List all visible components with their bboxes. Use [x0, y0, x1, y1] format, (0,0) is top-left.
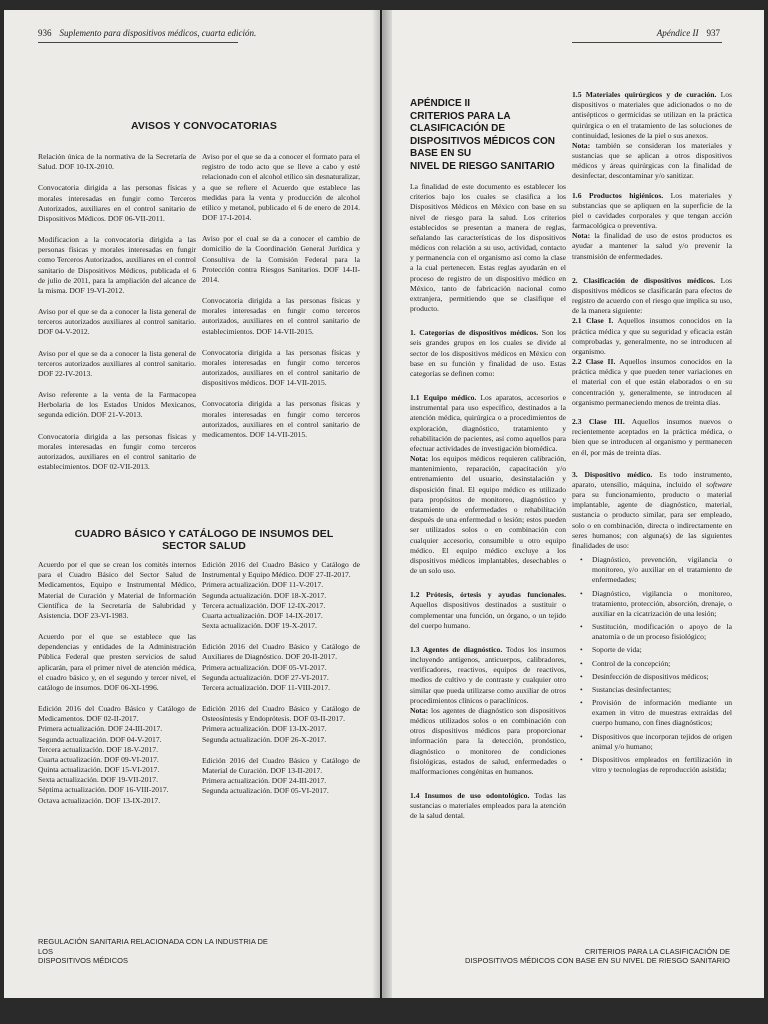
- left-header-rule: [38, 42, 238, 43]
- list-item: [202, 756, 360, 797]
- appendix-title-line-3: DISPOSITIVOS MÉDICOS CON BASE EN SU: [410, 135, 556, 159]
- intro-paragraph: La finalidad de este documento es establecer los criterios bajo los cuales se clasifica a los Dispositivos Médicos en México con base en su nivel de riesgo para la salud. Los criterios establecidos se presentan a manera de reglas, señalando las características de los dispositivos médicos con relación a su uso, actividad, contacto y permanencia con el organismo así como la clase a la cual pertenecen. Estas reglas ayudarán en el proceso de registro de un dispositivo médico en México, tanto de fabricación nacional como extranjera, permitiendo que se clasifique el producto.: [410, 182, 566, 314]
- list-item-line: Cuarta actualización. DOF 09-VI-2017.: [38, 754, 159, 764]
- section-title-cuadro-basico: CUADRO BÁSICO Y CATÁLOGO DE INSUMOS DEL SECTOR SALUD: [74, 528, 334, 552]
- cuadro-column-1: [38, 560, 196, 817]
- right-running-title: Apéndice II: [656, 28, 699, 38]
- list-item-line: Primera actualización. DOF 11-V-2017.: [202, 580, 324, 590]
- list-item-line: Cuarta actualización. DOF 14-IX-2017.: [202, 610, 323, 620]
- list-item-line: Segunda actualización. DOF 18-X-2017.: [202, 590, 327, 600]
- left-running-title: Suplemento para dispositivos médicos, cuarta edición.: [59, 28, 257, 38]
- list-item: Relación única de la normativa de la Secretaría de Salud. DOF 10-IX-2010.: [38, 152, 196, 172]
- section-1-1-note: los equipos médicos requieren calibración, mantenimiento, reparación, capacitación y/o entrenamiento del usuario, desinstalación y disposición final. El equipo médico es utilizado para propósitos de monitoreo, diagnóstico y tratamiento de enfermedades o rehabilitación después de una enfermedad o lesión; estos pueden ser utilizados solos o en combinación con cualquier accesorio, consumible u otro equipo médico. El equipo médico excluye a los dispositivos médicos implantables, desechables o de un solo uso.: [410, 454, 566, 576]
- class-3-paragraph: [572, 417, 732, 458]
- list-item-line: Edición 2016 del Cuadro Básico y Catálogo de Instrumental y Equipo Médico. DOF 27-II-2017.: [202, 560, 360, 580]
- class-2-heading: 2.2 Clase II.: [572, 357, 616, 367]
- section-1-3-note-label: Nota:: [410, 705, 429, 715]
- list-item: Convocatoria dirigida a las personas físicas y morales interesadas en fungir como terceros autorizados, auxiliares en el control sanitario de dispositivos médicos. DOF 14-VII-2015.: [202, 347, 360, 388]
- list-item: Convocatoria dirigida a las personas físicas y morales interesadas en fungir como Terceros Autorizados, auxiliares en el control sanitario de Dispositivos Médicos. DOF 06-VII-2011.: [38, 183, 196, 223]
- right-footer-line-1: CRITERIOS PARA LA CLASIFICACIÓN DE: [584, 946, 730, 956]
- left-footer-line-1: REGULACIÓN SANITARIA RELACIONADA CON LA INDUSTRIA DE LOS: [38, 936, 268, 956]
- section-1-6-paragraph: [572, 191, 732, 262]
- section-1-6-heading: 1.6 Productos higiénicos.: [572, 190, 664, 200]
- list-item: [202, 642, 360, 693]
- list-item: Aviso por el que se da a conocer el formato para el registro de todo acto que se lleve a cabo y esté relacionado con el alcohol etílico sin desnaturalizar, a que se refiere el Acuerdo que establece las medidas para la venta y producción de alcohol etílico y metanol, publicado el 6 de enero de 2014. DOF 17-I-2014.: [202, 152, 360, 223]
- list-item: Aviso referente a la venta de la Farmacopea Herbolaria de los Estados Unidos Mexicanos, segunda edición. DOF 21-V-2013.: [38, 390, 196, 420]
- section-2-heading: 2. Clasificación de dispositivos médicos.: [572, 275, 716, 285]
- right-page: [382, 10, 764, 998]
- bullet-item: • Diagnóstico, prevención, vigilancia o monitoreo, y/o auxiliar en el tratamiento de enfermedades;: [592, 555, 732, 586]
- appendix-title: [410, 98, 560, 173]
- list-item: Convocatoria dirigida a las personas físicas y morales interesadas en fungir como terceros autorizados, auxiliares en el control sanitario de establecimientos. DOF 14-VII-2015.: [202, 296, 360, 336]
- section-3-heading: 3. Dispositivo médico.: [572, 469, 653, 479]
- list-item-line: Tercera actualización. DOF 11-VIII-2017.: [202, 682, 331, 692]
- section-1-1-text: Los aparatos, accesorios e instrumental para uso específico, destinados a la atención médica, quirúrgica o a procedimientos de exploración, diagnóstico, tratamiento y rehabilitación de pacientes, así como aquellos para efectuar actividades de investigación biomédica.: [410, 393, 566, 453]
- section-1-5-note-label: Nota:: [572, 140, 591, 150]
- list-item-line: Edición 2016 del Cuadro Básico y Catálogo de Auxiliares de Diagnóstico. DOF 20-II-2017.: [202, 642, 360, 662]
- section-3-text-a: Es todo instrumento, aparato, utensilio, máquina, incluido el: [572, 469, 732, 489]
- appendix-title-line-4: NIVEL DE RIESGO SANITARIO: [410, 160, 555, 172]
- section-1-3-heading: 1.3 Agentes de diagnóstico.: [410, 644, 503, 654]
- list-item-line: Octava actualización. DOF 13-IX-2017.: [38, 795, 161, 805]
- section-title-avisos: AVISOS Y CONVOCATORIAS: [131, 120, 277, 132]
- section-1-1-note-label: Nota:: [410, 454, 429, 464]
- bullet-item: • Dispositivos empleados en fertilización in vitro y tecnologías de reproducción asistida;: [592, 755, 732, 775]
- right-page-number: 937: [706, 28, 720, 38]
- section-2-paragraph: [572, 276, 732, 408]
- bullet-item: • Provisión de información mediante un examen in vitro de muestras extraídas del cuerpo humano, con fines diagnósticos;: [592, 698, 732, 729]
- section-1-3-paragraph: [410, 645, 566, 777]
- list-item-line: Tercera actualización. DOF 18-V-2017.: [38, 744, 159, 754]
- list-item: [202, 704, 360, 745]
- list-item-line: Tercera actualización. DOF 12-IX-2017.: [202, 600, 326, 610]
- avisos-column-2: [202, 152, 360, 451]
- section-1-5-heading: 1.5 Materiales quirúrgicos y de curación.: [572, 90, 717, 99]
- list-item-line: Acuerdo por el que se crean los comités internos para el Cuadro Básico del Sector Salud de Medicamentos, Equipo e Instrumental Médico, Material de Curación y Material de Información Científica de la Secretaría de Salubridad y Asistencia. DOF 23-VI-1983.: [38, 560, 196, 620]
- class-3-heading: 2.3 Clase III.: [572, 416, 625, 426]
- left-page: [4, 10, 380, 998]
- appendix-column-2: [572, 90, 732, 778]
- section-1-text: Son los seis grandes grupos en los cuales se divide al sector de los dispositivos médicos en México con base en su función y finalidad de uso. Estas categorías se definen como:: [410, 328, 567, 378]
- bullet-item: • Control de la concepción;: [592, 659, 732, 669]
- section-1-6-note: la finalidad de uso de estos productos es ayudar a mantener la salud y/o prevenir la transmisión de enfermedades.: [572, 231, 732, 261]
- section-1-3-text: Todos los insumos incluyendo antígenos, anticuerpos, calibradores, verificadores, reactivos, equipos de reactivos, medios de cultivo y de contraste y cualquier otro similar que pueda utilizarse como auxiliar de otros procedimientos clínicos o paraclínicos.: [410, 644, 567, 705]
- bullet-item: • Diagnóstico, vigilancia o monitoreo, tratamiento, protección, absorción, drenaje, o auxiliar en la cicatrización de una lesión;: [592, 589, 732, 620]
- list-item-line: Séptima actualización. DOF 16-VIII-2017.: [38, 785, 169, 795]
- list-item: [38, 632, 196, 693]
- section-1-2-text: Aquellos dispositivos destinados a sustituir o complementar una función, un órgano, o un tejido del cuerpo humano.: [410, 600, 566, 630]
- class-2-text: Aquellos insumos conocidos en la práctica médica y que pueden tener variaciones en el material con el que están elaborados o en su concentración y, generalmente, se introducen al organismo permaneciendo menos de treinta días.: [572, 357, 732, 407]
- left-footer-line-2: DISPOSITIVOS MÉDICOS: [38, 956, 129, 966]
- list-item: Aviso por el que se da a conocer la lista general de terceros autorizados auxiliares al control sanitario. DOF 04-V-2012.: [38, 307, 196, 337]
- section-3-text-b: para su funcionamiento, producto o material implantable, agente de diagnóstico, material, sustancia o producto similar, para ser empleado, solo o en combinación, directa o indirectamente en seres humanos; con alguna(s) de las siguientes finalidades de uso:: [572, 490, 732, 550]
- section-1-6-note-label: Nota:: [572, 231, 591, 241]
- list-item: Aviso por el cual se da a conocer el cambio de domicilio de la Coordinación General Jurídica y Consultiva de la Comisión Federal para la Protección contra Riesgos Sanitarios. DOF 14-II-2014.: [202, 234, 360, 284]
- section-1-2-heading: 1.2 Prótesis, órtesis y ayudas funcionales.: [410, 590, 566, 600]
- right-running-head: [657, 28, 720, 38]
- list-item-line: Segunda actualización. DOF 04-V-2017.: [38, 734, 162, 744]
- list-item-line: Segunda actualización. DOF 05-VI-2017.: [202, 786, 329, 796]
- section-1-5-paragraph: [572, 90, 732, 182]
- section-1-4-heading: 1.4 Insumos de uso odontológico.: [410, 791, 530, 801]
- section-1-5-note: también se consideran los materiales y sustancias que se aplican a otros dispositivos médicos y áreas quirúrgicas con la finalidad de desinfectar, descontaminar y/o sanitizar.: [572, 140, 732, 181]
- right-header-rule: [572, 42, 722, 43]
- section-1-4-paragraph: [410, 791, 566, 822]
- purpose-bullet-list: [572, 555, 732, 775]
- list-item: [202, 560, 360, 631]
- section-1-1-paragraph: [410, 393, 566, 576]
- left-running-head: [38, 28, 256, 38]
- cuadro-column-2: [202, 560, 360, 807]
- section-1-5-text: Los dispositivos o materiales que adicionados o no de antisépticos o germicidas se utilizan en la práctica quirúrgica o en el tratamiento de las soluciones de continuidad, lesiones de la piel o sus anexos.: [572, 90, 732, 140]
- section-3-paragraph: [572, 470, 732, 551]
- section-1-4-text: Todas las sustancias o materiales empleados para la atención de la salud dental.: [410, 791, 566, 821]
- class-1-heading: 2.1 Clase I.: [572, 316, 614, 326]
- list-item-line: Primera actualización. DOF 24-III-2017.: [38, 724, 163, 734]
- list-item: [38, 560, 196, 621]
- class-1-text: Aquellos insumos conocidos en la práctica médica y que su seguridad y eficacia están comprobadas y, generalmente, no se introducen al organismo.: [572, 316, 733, 356]
- section-1-1-heading: 1.1 Equipo médico.: [410, 393, 477, 403]
- section-1-2-paragraph: [410, 590, 566, 631]
- list-item-line: Segunda actualización. DOF 26-X-2017.: [202, 734, 327, 744]
- avisos-column-1: [38, 152, 196, 483]
- right-footer: [450, 947, 730, 967]
- list-item-line: Acuerdo por el que se establece que las dependencias y entidades de la Administración Pública Federal que presten servicios de salud aplicarán, para el primer nivel de atención médica, el cuadro básico y, en el segundo y tercer nivel, el catálogo de insumos. DOF 06-XI-1996.: [38, 632, 196, 692]
- section-1-heading: 1. Categorías de dispositivos médicos.: [410, 328, 539, 338]
- bullet-item: • Soporte de vida;: [592, 645, 732, 655]
- section-1-3-note: los agentes de diagnóstico son dispositivos médicos utilizados solos o en combinación con otros dispositivos médicos para proporcionar información para la detección, pronóstico, diagnóstico o monitoreo de condiciones fisiológicas, estados de salud, enfermedades o malformaciones congénitas en humanos.: [410, 705, 566, 776]
- list-item: Aviso por el que se da a conocer la lista general de terceros autorizados auxiliares al control sanitario. DOF 22-IV-2013.: [38, 348, 196, 378]
- left-page-number: 936: [38, 28, 52, 38]
- list-item-line: Quinta actualización. DOF 15-VI-2017.: [38, 765, 160, 775]
- list-item-line: Primera actualización. DOF 05-VI-2017.: [202, 662, 327, 672]
- section-1-paragraph: [410, 328, 566, 379]
- list-item-line: Edición 2016 del Cuadro Básico y Catálogo de Material de Curación. DOF 13-II-2017.: [202, 755, 360, 775]
- appendix-title-line-1: APÉNDICE II: [410, 98, 471, 109]
- bullet-item: • Sustancias desinfectantes;: [592, 685, 732, 695]
- bullet-item: • Desinfección de dispositivos médicos;: [592, 672, 732, 682]
- section-1-6-text: Los materiales y substancias que se apliquen en la superficie de la piel o cavidades corporales y que tengan acción farmacológica o preventiva.: [572, 190, 732, 231]
- class-3-text: Aquellos insumos nuevos o recientemente aceptados en la práctica médica, o bien que se introducen al organismo y permanecen en él, por más de treinta días.: [572, 416, 732, 457]
- bullet-item: • Sustitución, modificación o apoyo de la anatomía o de un proceso fisiológico;: [592, 622, 732, 642]
- list-item: Convocatoria dirigida a las personas físicas y morales interesadas en fungir como terceros autorizados, auxiliares en el control sanitario de medicamentos. DOF 14-VII-2015.: [202, 399, 360, 439]
- appendix-title-line-2: CRITERIOS PARA LA CLASIFICACIÓN DE: [410, 110, 511, 134]
- right-footer-line-2: DISPOSITIVOS MÉDICOS CON BASE EN SU NIVEL DE RIESGO SANITARIO: [464, 956, 730, 966]
- list-item-line: Primera actualización. DOF 13-IX-2017.: [202, 724, 327, 734]
- bullet-item: • Dispositivos que incorporan tejidos de origen animal y/o humano;: [592, 732, 732, 752]
- list-item-line: Edición 2016 del Cuadro Básico y Catálogo de Osteosíntesis y Endoprótesis. DOF 03-II-2017.: [202, 704, 360, 724]
- left-footer: [38, 937, 268, 966]
- list-item-line: Sexta actualización. DOF 19-VII-2017.: [38, 775, 158, 785]
- list-item: Modificacion a la convocatoria dirigida a las personas físicas y morales interesadas en fungir como Terceros Autorizados, auxiliares en el control sanitario de Dispositivos Médicos, publicada el 6 de julio de 2011, para la ampliación del alcance de la misma. DOF 19-VI-2012.: [38, 235, 196, 295]
- list-item-line: Sexta actualización. DOF 19-X-2017.: [202, 621, 317, 631]
- list-item: Convocatoria dirigida a las personas físicas y morales interesadas en fungir como terceros autorizados, auxiliares en el control sanitario de establecimientos. DOF 02-VII-2013.: [38, 431, 196, 472]
- list-item-line: Segunda actualización. DOF 27-VI-2017.: [202, 672, 329, 682]
- list-item-line: Primera actualización. DOF 24-III-2017.: [202, 776, 327, 786]
- section-3-italic: software: [706, 479, 732, 489]
- section-2-text: Los dispositivos médicos se clasificarán para efectos de registro de acuerdo con el riesgo que implica su uso, de la manera siguiente:: [572, 275, 732, 316]
- appendix-column-1: [410, 182, 566, 831]
- list-item-line: Edición 2016 del Cuadro Básico y Catálogo de Medicamentos. DOF 02-II-2017.: [38, 704, 196, 724]
- list-item: [38, 704, 196, 806]
